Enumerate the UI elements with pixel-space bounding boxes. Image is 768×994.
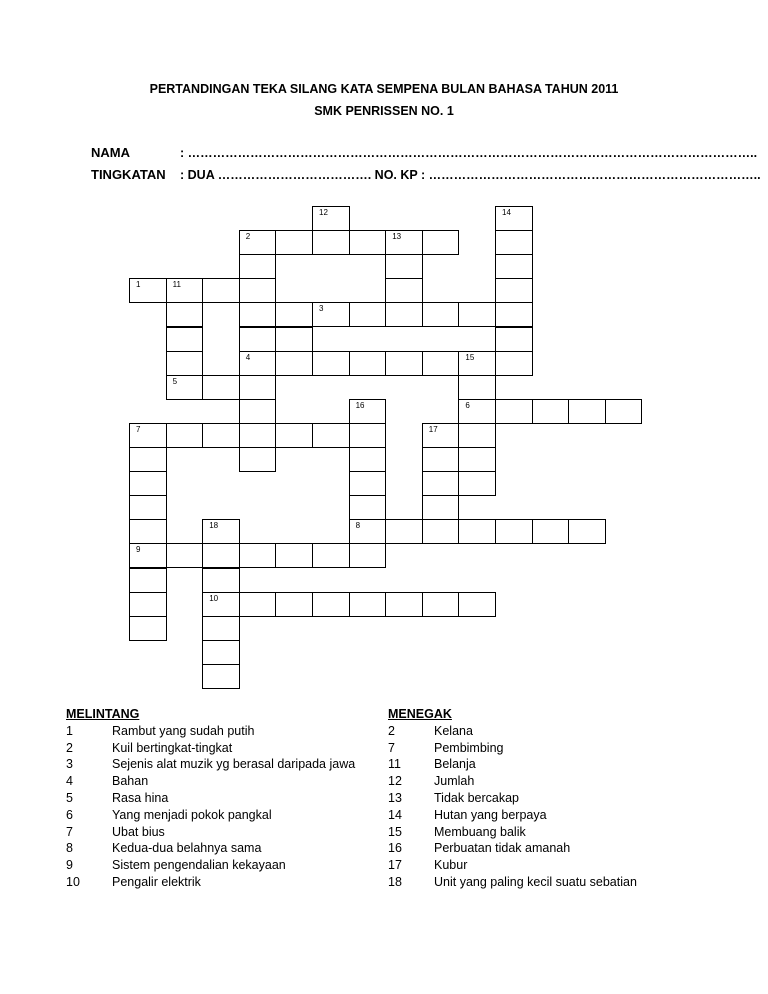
crossword-cell[interactable]: [458, 471, 496, 496]
crossword-cell[interactable]: [422, 423, 460, 448]
clue-text: Kuil bertingkat-tingkat: [112, 740, 233, 755]
clue-number: 11: [172, 280, 181, 290]
melintang-clue-row: [66, 857, 286, 874]
crossword-cell[interactable]: [129, 423, 167, 448]
crossword-cell[interactable]: [385, 230, 423, 255]
crossword-cell[interactable]: [422, 230, 460, 255]
crossword-cell[interactable]: [422, 351, 460, 376]
melintang-clue-row: [66, 790, 169, 807]
crossword-cell[interactable]: [495, 399, 533, 424]
crossword-cell[interactable]: [385, 302, 423, 327]
crossword-cell[interactable]: [495, 302, 533, 327]
crossword-cell[interactable]: [239, 447, 277, 472]
menegak-clue-row: [388, 773, 475, 790]
clue-num: 6: [66, 807, 73, 822]
clue-num: 9: [66, 858, 73, 873]
clue-number: 9: [136, 545, 141, 555]
clue-text: Sistem pengendalian kekayaan: [112, 858, 286, 873]
crossword-cell[interactable]: [129, 592, 167, 617]
clue-num: 7: [66, 824, 73, 839]
clue-num: 3: [66, 757, 73, 772]
crossword-cell[interactable]: [312, 592, 350, 617]
clue-num: 1: [66, 723, 73, 738]
crossword-cell[interactable]: [422, 447, 460, 472]
crossword-cell[interactable]: [349, 230, 387, 255]
clue-num: 5: [66, 790, 73, 805]
clue-num: 4: [66, 774, 73, 789]
clue-text: Pengalir elektrik: [112, 874, 201, 889]
crossword-cell[interactable]: [458, 592, 496, 617]
clue-num: 12: [388, 774, 402, 789]
crossword-cell[interactable]: [129, 568, 167, 593]
clue-text: Kedua-dua belahnya sama: [112, 841, 262, 856]
nama-label: NAMA: [91, 145, 130, 160]
clue-text: Pembimbing: [434, 740, 504, 755]
crossword-cell[interactable]: [422, 302, 460, 327]
menegak-clue-row: [388, 790, 519, 807]
clue-num: 14: [388, 807, 402, 822]
clue-number: 5: [172, 376, 178, 386]
crossword-cell[interactable]: [349, 471, 387, 496]
clue-text: Belanja: [434, 757, 476, 772]
crossword-cell[interactable]: [239, 302, 277, 327]
menegak-clue-row: [388, 857, 468, 874]
clue-number: 7: [136, 424, 141, 434]
crossword-cell[interactable]: [202, 592, 240, 617]
melintang-clue-row: [66, 773, 149, 790]
menegak-clue-row: [388, 840, 571, 857]
menegak-clue-row: [388, 807, 547, 824]
crossword-cell[interactable]: [166, 302, 204, 327]
melintang-clue-row: [66, 740, 233, 757]
crossword-cell[interactable]: [349, 495, 387, 520]
clue-num: 11: [388, 757, 401, 772]
melintang-heading: MELINTANG: [66, 707, 140, 721]
crossword-cell[interactable]: [532, 399, 570, 424]
crossword-cell[interactable]: [239, 278, 277, 303]
crossword-cell[interactable]: [275, 423, 313, 448]
crossword-cell[interactable]: [458, 302, 496, 327]
crossword-cell[interactable]: [385, 519, 423, 544]
clue-number: 10: [209, 593, 219, 603]
crossword-cell[interactable]: [458, 399, 496, 424]
melintang-clue-row: [66, 874, 201, 891]
crossword-cell[interactable]: [312, 351, 350, 376]
melintang-clue-row: [66, 824, 165, 841]
crossword-cell[interactable]: [166, 543, 204, 568]
clue-number: 1: [136, 280, 141, 290]
melintang-clue-row: [66, 840, 262, 857]
crossword-cell[interactable]: [422, 471, 460, 496]
crossword-cell[interactable]: [312, 230, 350, 255]
crossword-cell[interactable]: [166, 278, 204, 303]
melintang-clue-row: [66, 807, 272, 824]
crossword-cell[interactable]: [129, 519, 167, 544]
crossword-cell[interactable]: [458, 423, 496, 448]
crossword-cell[interactable]: [129, 447, 167, 472]
crossword-cell[interactable]: [495, 519, 533, 544]
clue-number: 6: [465, 400, 470, 410]
clue-number: 13: [392, 232, 402, 242]
crossword-cell[interactable]: [495, 327, 533, 352]
clue-num: 10: [66, 874, 80, 889]
crossword-cell[interactable]: [275, 592, 313, 617]
crossword-cell[interactable]: [349, 447, 387, 472]
crossword-cell[interactable]: [275, 543, 313, 568]
crossword-cell[interactable]: [129, 278, 167, 303]
clue-number: 8: [355, 521, 361, 531]
melintang-clues: [66, 706, 356, 891]
crossword-cell[interactable]: [166, 375, 204, 400]
menegak-heading: MENEGAK: [388, 707, 452, 721]
nama-field[interactable]: : ………………………………………………………………………………………………………………………..: [180, 146, 758, 160]
menegak-clue-row: [388, 723, 473, 740]
crossword-cell[interactable]: [166, 423, 204, 448]
crossword-cell[interactable]: [495, 278, 533, 303]
crossword-cell[interactable]: [349, 399, 387, 424]
clue-text: Rambut yang sudah putih: [112, 723, 255, 738]
crossword-cell[interactable]: [349, 302, 387, 327]
crossword-cell[interactable]: [129, 616, 167, 641]
crossword-cell[interactable]: [385, 278, 423, 303]
clue-number: 16: [355, 400, 365, 410]
crossword-cell[interactable]: [349, 423, 387, 448]
crossword-cell[interactable]: [312, 206, 350, 231]
menegak-clue-row: [388, 874, 637, 891]
crossword-cell[interactable]: [239, 399, 277, 424]
crossword-cell[interactable]: [568, 519, 606, 544]
menegak-clue-row: [388, 824, 526, 841]
crossword-cell[interactable]: [458, 351, 496, 376]
crossword-cell[interactable]: [166, 327, 204, 352]
crossword-cell[interactable]: [422, 519, 460, 544]
clue-number: 18: [209, 521, 219, 531]
crossword-cell[interactable]: [202, 568, 240, 593]
crossword-cell[interactable]: [312, 423, 350, 448]
crossword-cell[interactable]: [495, 206, 533, 231]
clue-text: Kelana: [434, 723, 473, 738]
crossword-cell[interactable]: [495, 230, 533, 255]
crossword-cell[interactable]: [349, 519, 387, 544]
crossword-cell[interactable]: [458, 447, 496, 472]
clue-num: 16: [388, 841, 402, 856]
crossword-cell[interactable]: [239, 230, 277, 255]
clue-text: Kubur: [434, 858, 468, 873]
clue-num: 2: [388, 723, 395, 738]
clue-number: 12: [319, 208, 328, 217]
crossword-cell[interactable]: [422, 592, 460, 617]
clue-number: 15: [465, 352, 475, 362]
tingkatan-field[interactable]: : DUA ………………………………. NO. KP : ……………………………………………………………………..: [180, 168, 761, 182]
clue-num: 17: [388, 858, 402, 873]
menegak-clue-row: [388, 756, 476, 773]
crossword-cell[interactable]: [385, 254, 423, 279]
crossword-cell[interactable]: [349, 543, 387, 568]
crossword-cell[interactable]: [202, 616, 240, 641]
crossword-cell[interactable]: [275, 327, 313, 352]
clue-number: 17: [428, 424, 438, 434]
clue-text: Rasa hina: [112, 790, 169, 805]
crossword-cell[interactable]: [202, 664, 240, 689]
crossword-cell[interactable]: [495, 254, 533, 279]
clue-text: Yang menjadi pokok pangkal: [112, 807, 272, 822]
crossword-cell[interactable]: [166, 351, 204, 376]
crossword-cell[interactable]: [458, 519, 496, 544]
crossword-cell[interactable]: [312, 543, 350, 568]
crossword-cell[interactable]: [239, 351, 277, 376]
menegak-clue-row: [388, 740, 504, 757]
page-title: PERTANDINGAN TEKA SILANG KATA SEMPENA BULAN BAHASA TAHUN 2011: [149, 82, 619, 96]
clue-num: 8: [66, 841, 73, 856]
crossword-cell[interactable]: [349, 592, 387, 617]
clue-text: Perbuatan tidak amanah: [434, 841, 571, 856]
crossword-cell[interactable]: [129, 543, 167, 568]
crossword-cell[interactable]: [239, 375, 277, 400]
crossword-cell[interactable]: [495, 351, 533, 376]
clue-text: Tidak bercakap: [434, 790, 519, 805]
clue-num: 2: [66, 740, 73, 755]
crossword-cell[interactable]: [275, 351, 313, 376]
crossword-cell[interactable]: [385, 592, 423, 617]
crossword-cell[interactable]: [458, 375, 496, 400]
crossword-cell[interactable]: [532, 519, 570, 544]
crossword-cell[interactable]: [202, 375, 240, 400]
clue-text: Unit yang paling kecil suatu sebatian: [434, 874, 637, 889]
crossword-cell[interactable]: [202, 543, 240, 568]
clue-num: 7: [388, 740, 395, 755]
crossword-cell[interactable]: [202, 519, 240, 544]
tingkatan-label: TINGKATAN: [91, 167, 166, 182]
school-name: SMK PENRISSEN NO. 1: [314, 104, 454, 118]
crossword-cell[interactable]: [568, 399, 606, 424]
crossword-cell[interactable]: [385, 351, 423, 376]
crossword-cell[interactable]: [239, 592, 277, 617]
crossword-cell[interactable]: [349, 351, 387, 376]
clue-number: 4: [245, 352, 251, 362]
crossword-cell[interactable]: [129, 471, 167, 496]
clue-text: Membuang balik: [434, 824, 526, 839]
menegak-clues: [388, 706, 637, 891]
crossword-cell[interactable]: [275, 230, 313, 255]
clue-text: Jumlah: [434, 774, 475, 789]
clue-num: 18: [388, 874, 402, 889]
crossword-cell[interactable]: [239, 423, 277, 448]
clue-text: Sejenis alat muzik yg berasal daripada jawa: [112, 757, 356, 772]
clue-num: 13: [388, 790, 402, 805]
crossword-cell[interactable]: [312, 302, 350, 327]
melintang-clue-row: [66, 723, 255, 740]
crossword-cell[interactable]: [239, 543, 277, 568]
clue-text: Hutan yang berpaya: [434, 807, 547, 822]
clue-text: Ubat bius: [112, 824, 165, 839]
crossword-cell[interactable]: [239, 254, 277, 279]
clue-number: 14: [502, 208, 511, 217]
crossword-cell[interactable]: [202, 423, 240, 448]
clue-number: 3: [319, 304, 324, 314]
crossword-cell[interactable]: [275, 302, 313, 327]
clue-number: 2: [245, 232, 251, 242]
crossword-cell[interactable]: [202, 278, 240, 303]
crossword-cell[interactable]: [239, 327, 277, 352]
melintang-clue-row: [66, 756, 356, 773]
crossword-cell[interactable]: [202, 640, 240, 665]
crossword-cell[interactable]: [605, 399, 643, 424]
clue-text: Bahan: [112, 774, 149, 789]
crossword-cell[interactable]: [129, 495, 167, 520]
clue-num: 15: [388, 824, 402, 839]
crossword-cell[interactable]: [422, 495, 460, 520]
